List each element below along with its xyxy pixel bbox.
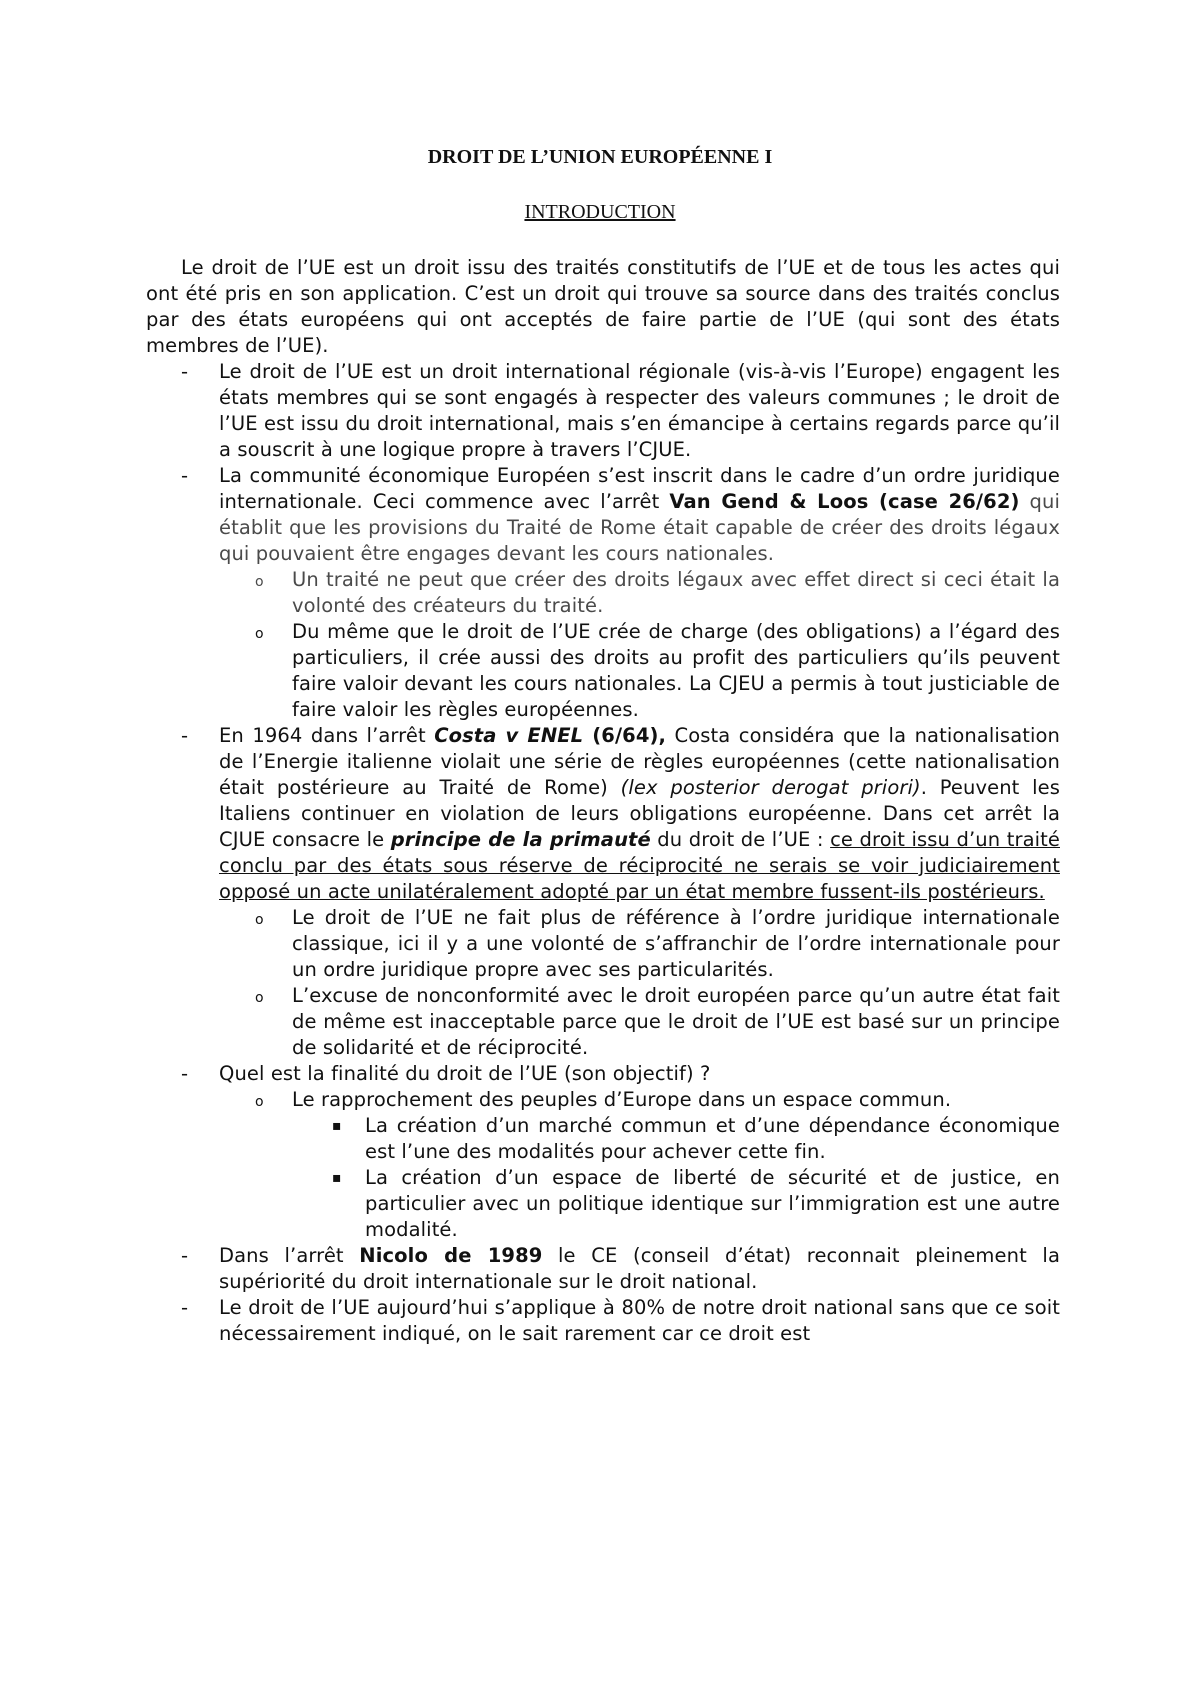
case-name: Costa v ENEL <box>434 724 584 747</box>
case-name: Nicolo de 1989 <box>359 1244 543 1267</box>
bullet-costa-enel <box>146 723 1060 1061</box>
circle-marker: o <box>255 574 264 590</box>
square-marker: ▪ <box>332 1118 342 1134</box>
dash-marker: - <box>181 724 189 747</box>
dash-marker: - <box>181 464 189 487</box>
bullet-eighty-percent <box>146 1295 1060 1347</box>
sub-sub-bullet-list <box>292 1113 1060 1243</box>
dash-marker: - <box>181 1244 189 1267</box>
bullet-text: Le droit de l’UE aujourd’hui s’applique à 80% de notre droit national sans que ce soit nécessairement indiqué, on le sait rarement car ce droit est <box>219 1296 1060 1345</box>
dash-marker: - <box>181 1062 189 1085</box>
circle-marker: o <box>255 990 264 1006</box>
sub-sub-bullet-text: La création d’un espace de liberté de sécurité et de justice, en particulier avec un politique identique sur l’immigration est une autre modalité. <box>365 1166 1060 1241</box>
sub-bullet-text: Le rapprochement des peuples d’Europe dans un espace commun. <box>292 1088 952 1111</box>
sub-bullet-text: Le droit de l’UE ne fait plus de référence à l’ordre juridique internationale classique, ici il y a une volonté de s’affranchir de l’ordre internationale pour un ordre juridique propre avec ses particularités. <box>292 906 1060 981</box>
sub-sub-bullet <box>292 1165 1060 1243</box>
principle-term: principe de la primauté <box>390 828 651 851</box>
sub-bullet <box>219 567 1060 619</box>
sub-bullet <box>219 1087 1060 1243</box>
circle-marker: o <box>255 1094 264 1110</box>
main-bullet-list <box>146 359 1060 1347</box>
bullet-text: qui établit que les provisions du Traité de Rome était capable de créer des droits légaux qui pouvaient être engages devant les cours nationales. <box>219 490 1060 565</box>
sub-bullet-text: Un traité ne peut que créer des droits légaux avec effet direct si ceci était la volonté des créateurs du traité. <box>292 568 1060 617</box>
sub-bullet <box>219 619 1060 723</box>
square-marker: ▪ <box>332 1170 342 1186</box>
bullet-text: Le droit de l’UE est un droit international régionale (vis-à-vis l’Europe) engagent les états membres qui se sont engagés à respecter des valeurs communes ; le droit de l’UE est issu du droit international, mais s’en émancipe à certains regards parce qu’il a souscrit à une logique propre à travers l’CJUE. <box>219 360 1060 461</box>
sub-sub-bullet-text: La création d’un marché commun et d’une dépendance économique est l’une des modalités pour achever cette fin. <box>365 1114 1060 1163</box>
bullet-nicolo <box>146 1243 1060 1295</box>
bullet-text: La communité économique Européen s’est inscrit dans le cadre d’un ordre juridique internationale. Ceci commence avec l’arrêt <box>219 464 1060 513</box>
circle-marker: o <box>255 912 264 928</box>
document-body <box>146 255 1060 1347</box>
underlined-definition: ce droit issu d’un traité conclu par des états sous réserve de réciprocité ne serais se voir judiciairement opposé un acte unilatéralement adopté par un état membre fussent-ils postérieurs. <box>219 828 1060 903</box>
bullet-text: Costa considéra que la nationalisation de l’Energie italienne violait une série de règles européennes (cette nationalisation était postérieure au Traité de Rome) <box>219 724 1060 799</box>
bullet-finalite <box>146 1061 1060 1243</box>
bullet-text: le CE (conseil d’état) reconnait pleinement la supériorité du droit internationale sur le droit national. <box>219 1244 1060 1293</box>
intro-paragraph: Le droit de l’UE est un droit issu des traités constitutifs de l’UE et de tous les actes qui ont été pris en son application. C’est un droit qui trouve sa source dans des traités conclus par des états européens qui ont acceptés de faire partie de l’UE (qui sont des états membres de l’UE). <box>146 256 1060 357</box>
dash-marker: - <box>181 360 189 383</box>
sub-bullet-list <box>219 1087 1060 1243</box>
case-reference: (6/64), <box>583 724 667 747</box>
sub-bullet-list <box>219 905 1060 1061</box>
latin-maxim: (lex posterior derogat priori) <box>620 776 921 799</box>
sub-bullet <box>219 983 1060 1061</box>
bullet-text: Dans l’arrêt <box>219 1244 360 1267</box>
bullet-text: Quel est la finalité du droit de l’UE (son objectif) ? <box>219 1062 711 1085</box>
bullet-van-gend-loos <box>146 463 1060 723</box>
document-subtitle: INTRODUCTION <box>524 201 676 223</box>
bullet-international-law <box>146 359 1060 463</box>
sub-bullet <box>219 905 1060 983</box>
sub-bullet-text: L’excuse de nonconformité avec le droit européen parce qu’un autre état fait de même est inacceptable parce que le droit de l’UE est basé sur un principe de solidarité et de réciprocité. <box>292 984 1060 1059</box>
sub-bullet-list <box>219 567 1060 723</box>
bullet-text: du droit de l’UE : <box>650 828 831 851</box>
dash-marker: - <box>181 1296 189 1319</box>
bullet-text: En 1964 dans l’arrêt <box>219 724 435 747</box>
sub-bullet-text: Du même que le droit de l’UE crée de charge (des obligations) a l’égard des particuliers, il crée aussi des droits au profit des particuliers qu’ils peuvent faire valoir devant les cours nationales. La CJEU a permis à tout justiciable de faire valoir les règles européennes. <box>292 620 1060 721</box>
case-name: Van Gend & Loos (case 26/62) <box>669 490 1020 513</box>
circle-marker: o <box>255 626 264 642</box>
sub-sub-bullet <box>292 1113 1060 1165</box>
document-title: DROIT DE L’UNION EUROPÉENNE I <box>427 146 773 168</box>
bullet-text: . Peuvent les Italiens continuer en violation de leurs obligations européenne. Dans cet arrêt la CJUE consacre le <box>219 776 1061 851</box>
